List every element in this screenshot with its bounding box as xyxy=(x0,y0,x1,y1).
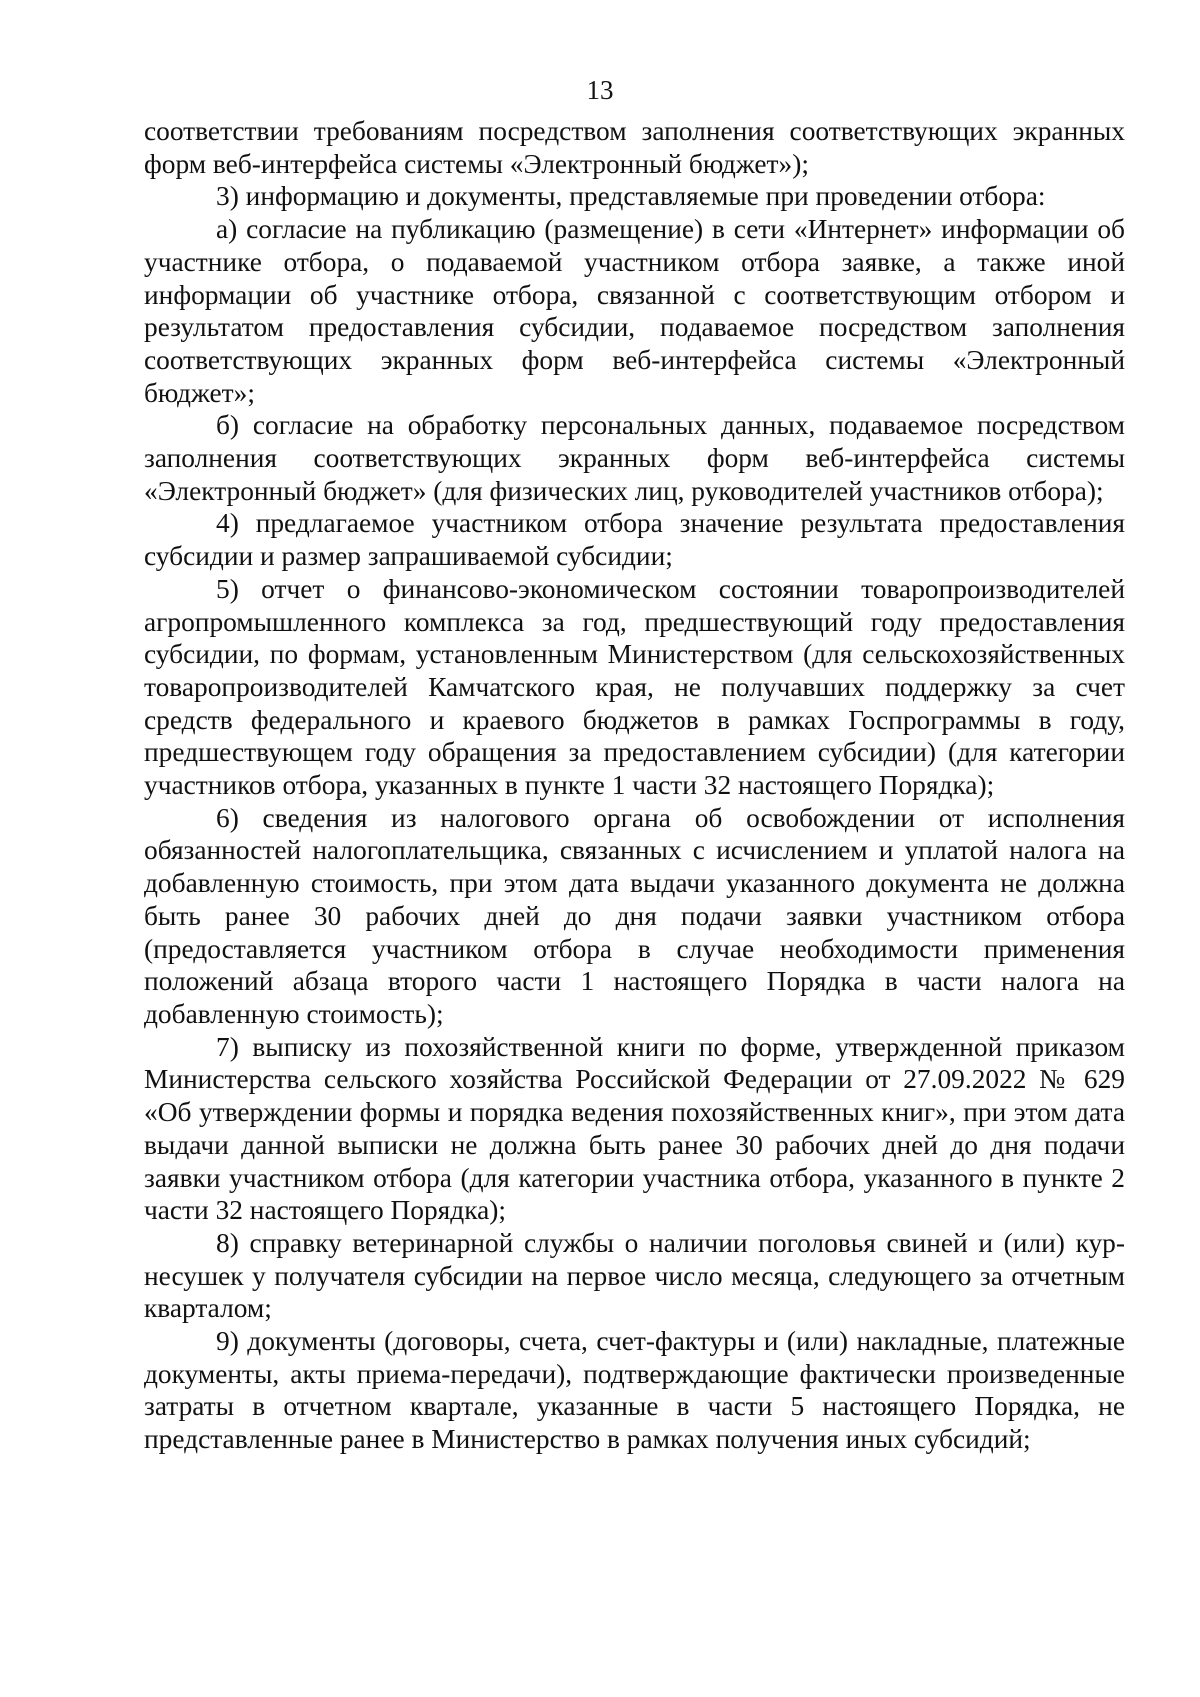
paragraph-item-3a: а) согласие на публикацию (размещение) в сети «Интернет» информации об участнике отбора, о подаваемой участником отбора заявке, а также иной информации об участнике отбора, связанной с соответствующим отбором и результатом предоставления субсидии, подаваемое посредством заполнения соответствующих экранных форм веб-интерфейса системы «Электронный бюджет»; xyxy=(144,214,1125,408)
paragraph-item-8: 8) справку ветеринарной службы о наличии поголовья свиней и (или) кур-несушек у получателя субсидии на первое число месяца, следующего за отчетным кварталом; xyxy=(144,1227,1125,1324)
paragraph-item-5: 5) отчет о финансово-экономическом состоянии товаропроизводителей агропромышленного комплекса за год, предшествующий году предоставления субсидии, по формам, установленным Министерством (для сельскохозяйственных товаропроизводителей Камчатского края, не получавших поддержку за счет средств федерального и краевого бюджетов в рамках Госпрограммы в году, предшествующем году обращения за предоставлением субсидии) (для категории участников отбора, указанных в пункте 1 части 32 настоящего Порядка); xyxy=(144,573,1125,801)
document-body xyxy=(144,115,1125,1456)
paragraph-item-3: 3) информацию и документы, представляемые при проведении отбора: xyxy=(216,181,1046,212)
page-number: 13 xyxy=(586,75,614,105)
paragraph-item-7: 7) выписку из похозяйственной книги по форме, утвержденной приказом Министерства сельского хозяйства Российской Федерации от 27.09.2022 № 629 «Об утверждении формы и порядка ведения похозяйственных книг», при этом дата выдачи данной выписки не должна быть ранее 30 рабочих дней до дня подачи заявки участником отбора (для категории участника отбора, указанного в пункте 2 части 32 настоящего Порядка); xyxy=(144,1031,1125,1226)
paragraph-continuation: соответствии требованиям посредством заполнения соответствующих экранных форм веб-интерфейса системы «Электронный бюджет»); xyxy=(144,116,1125,179)
paragraph-item-3b: б) согласие на обработку персональных данных, подаваемое посредством заполнения соответствующих экранных форм веб-интерфейса системы «Электронный бюджет» (для физических лиц, руководителей участников отбора); xyxy=(144,410,1125,506)
paragraph-item-4: 4) предлагаемое участником отбора значение результата предоставления субсидии и размер запрашиваемой субсидии; xyxy=(144,508,1125,572)
paragraph-item-9: 9) документы (договоры, счета, счет-фактуры и (или) накладные, платежные документы, акты приема-передачи), подтверждающие фактически произведенные затраты в отчетном квартале, указанные в части 5 настоящего Порядка, не представленные ранее в Министерство в рамках получения иных субсидий; xyxy=(144,1326,1125,1455)
paragraph-item-6: 6) сведения из налогового органа об освобождении от исполнения обязанностей налогоплательщика, связанных с исчислением и уплатой налога на добавленную стоимость, при этом дата выдачи указанного документа не должна быть ранее 30 рабочих дней до дня подачи заявки участником отбора (предоставляется участником отбора в случае необходимости применения положений абзаца второго части 1 настоящего Порядка в части налога на добавленную стоимость); xyxy=(144,802,1125,1029)
